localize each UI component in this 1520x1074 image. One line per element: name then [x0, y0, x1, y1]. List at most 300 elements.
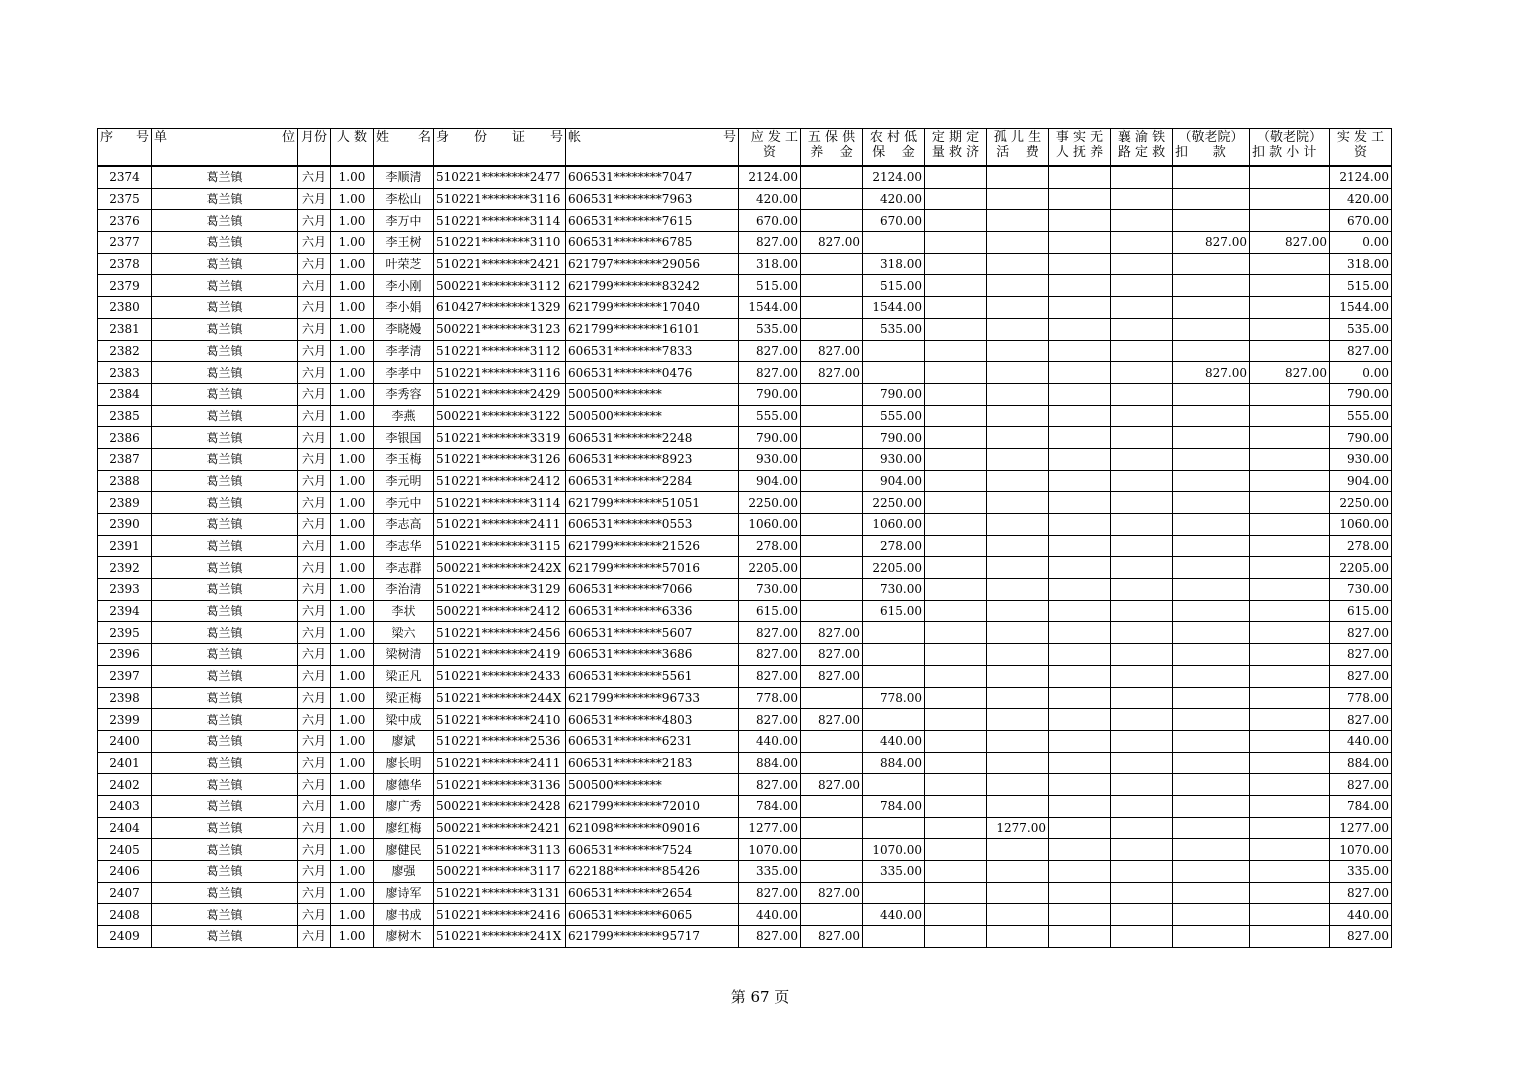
- cell-actual-pay: 420.00: [1330, 188, 1392, 210]
- cell-people: 1.00: [331, 318, 374, 340]
- cell-unit: 葛兰镇: [152, 795, 298, 817]
- cell-seq: 2395: [98, 622, 152, 644]
- cell-elderly-deduct: [1173, 579, 1250, 601]
- col-header-wubao: 五 保 供 养 金: [801, 129, 863, 167]
- cell-id: 500221********3117: [434, 861, 566, 883]
- cell-de-facto: [1049, 730, 1111, 752]
- cell-id: 510221********2411: [434, 514, 566, 536]
- cell-should-pay: 440.00: [739, 904, 801, 926]
- cell-month: 六月: [298, 687, 331, 709]
- cell-dibao: 318.00: [863, 253, 925, 275]
- cell-id: 510221********3131: [434, 882, 566, 904]
- table-row: [98, 470, 1392, 492]
- cell-people: 1.00: [331, 340, 374, 362]
- cell-dibao: [863, 340, 925, 362]
- cell-fixed-relief: [925, 535, 987, 557]
- cell-wubao: [801, 600, 863, 622]
- cell-elderly-subtotal: [1250, 318, 1330, 340]
- cell-account: 606531********6065: [566, 904, 739, 926]
- cell-elderly-subtotal: [1250, 817, 1330, 839]
- cell-should-pay: 2250.00: [739, 492, 801, 514]
- cell-elderly-subtotal: [1250, 882, 1330, 904]
- cell-elderly-subtotal: [1250, 665, 1330, 687]
- cell-unit: 葛兰镇: [152, 817, 298, 839]
- cell-id: 500221********3123: [434, 318, 566, 340]
- cell-elderly-deduct: [1173, 514, 1250, 536]
- col-header-should-pay: 应 发 工 资: [739, 129, 801, 167]
- cell-orphan: [987, 600, 1049, 622]
- table-row: [98, 730, 1392, 752]
- cell-railway: [1111, 665, 1173, 687]
- cell-actual-pay: 2250.00: [1330, 492, 1392, 514]
- cell-railway: [1111, 362, 1173, 384]
- cell-unit: 葛兰镇: [152, 882, 298, 904]
- cell-elderly-subtotal: [1250, 470, 1330, 492]
- cell-railway: [1111, 687, 1173, 709]
- cell-elderly-subtotal: [1250, 622, 1330, 644]
- cell-month: 六月: [298, 362, 331, 384]
- cell-actual-pay: 440.00: [1330, 730, 1392, 752]
- cell-railway: [1111, 861, 1173, 883]
- cell-fixed-relief: [925, 318, 987, 340]
- cell-name: 梁正凡: [374, 665, 434, 687]
- cell-name: 李志高: [374, 514, 434, 536]
- col-header-actual-pay: 实 发 工 资: [1330, 129, 1392, 167]
- cell-railway: [1111, 904, 1173, 926]
- cell-railway: [1111, 579, 1173, 601]
- cell-dibao: 615.00: [863, 600, 925, 622]
- cell-elderly-subtotal: [1250, 839, 1330, 861]
- cell-account: 621799********72010: [566, 795, 739, 817]
- cell-unit: 葛兰镇: [152, 687, 298, 709]
- cell-month: 六月: [298, 318, 331, 340]
- cell-railway: [1111, 730, 1173, 752]
- cell-elderly-deduct: [1173, 188, 1250, 210]
- cell-dibao: [863, 665, 925, 687]
- cell-elderly-deduct: [1173, 253, 1250, 275]
- cell-should-pay: 827.00: [739, 882, 801, 904]
- cell-id: 510221********241X: [434, 926, 566, 948]
- cell-elderly-subtotal: [1250, 795, 1330, 817]
- cell-fixed-relief: [925, 492, 987, 514]
- cell-id: 510221********3319: [434, 427, 566, 449]
- cell-orphan: [987, 448, 1049, 470]
- cell-account: 606531********7066: [566, 579, 739, 601]
- cell-name: 李治清: [374, 579, 434, 601]
- cell-people: 1.00: [331, 492, 374, 514]
- cell-people: 1.00: [331, 882, 374, 904]
- cell-name: 廖强: [374, 861, 434, 883]
- cell-elderly-subtotal: [1250, 448, 1330, 470]
- cell-people: 1.00: [331, 514, 374, 536]
- cell-elderly-deduct: [1173, 340, 1250, 362]
- table-row: [98, 557, 1392, 579]
- cell-unit: 葛兰镇: [152, 557, 298, 579]
- cell-actual-pay: 784.00: [1330, 795, 1392, 817]
- cell-seq: 2381: [98, 318, 152, 340]
- cell-actual-pay: 790.00: [1330, 427, 1392, 449]
- cell-railway: [1111, 492, 1173, 514]
- table-row: [98, 665, 1392, 687]
- cell-elderly-deduct: [1173, 644, 1250, 666]
- cell-account: 621098********09016: [566, 817, 739, 839]
- cell-fixed-relief: [925, 232, 987, 254]
- cell-unit: 葛兰镇: [152, 904, 298, 926]
- cell-railway: [1111, 448, 1173, 470]
- cell-name: 李万中: [374, 210, 434, 232]
- cell-fixed-relief: [925, 730, 987, 752]
- cell-account: 606531********2284: [566, 470, 739, 492]
- cell-wubao: [801, 275, 863, 297]
- cell-actual-pay: 827.00: [1330, 340, 1392, 362]
- cell-people: 1.00: [331, 362, 374, 384]
- cell-unit: 葛兰镇: [152, 492, 298, 514]
- cell-fixed-relief: [925, 861, 987, 883]
- cell-id: 510221********3129: [434, 579, 566, 601]
- cell-orphan: [987, 926, 1049, 948]
- cell-de-facto: [1049, 687, 1111, 709]
- cell-railway: [1111, 644, 1173, 666]
- cell-wubao: 827.00: [801, 665, 863, 687]
- cell-unit: 葛兰镇: [152, 340, 298, 362]
- cell-wubao: [801, 514, 863, 536]
- cell-month: 六月: [298, 600, 331, 622]
- cell-unit: 葛兰镇: [152, 622, 298, 644]
- cell-people: 1.00: [331, 210, 374, 232]
- cell-railway: [1111, 318, 1173, 340]
- cell-should-pay: 904.00: [739, 470, 801, 492]
- cell-dibao: 335.00: [863, 861, 925, 883]
- cell-dibao: [863, 709, 925, 731]
- cell-people: 1.00: [331, 275, 374, 297]
- cell-account: 621799********21526: [566, 535, 739, 557]
- cell-elderly-subtotal: 827.00: [1250, 362, 1330, 384]
- cell-elderly-deduct: [1173, 405, 1250, 427]
- cell-name: 廖德华: [374, 774, 434, 796]
- cell-orphan: [987, 383, 1049, 405]
- cell-wubao: [801, 210, 863, 232]
- cell-dibao: [863, 362, 925, 384]
- cell-account: 500500********: [566, 774, 739, 796]
- cell-elderly-deduct: [1173, 839, 1250, 861]
- cell-elderly-subtotal: [1250, 644, 1330, 666]
- cell-seq: 2394: [98, 600, 152, 622]
- cell-railway: [1111, 427, 1173, 449]
- cell-actual-pay: 790.00: [1330, 383, 1392, 405]
- cell-railway: [1111, 709, 1173, 731]
- cell-dibao: 670.00: [863, 210, 925, 232]
- cell-month: 六月: [298, 232, 331, 254]
- cell-id: 510221********2477: [434, 166, 566, 188]
- cell-elderly-deduct: [1173, 926, 1250, 948]
- cell-wubao: [801, 839, 863, 861]
- cell-railway: [1111, 253, 1173, 275]
- cell-railway: [1111, 405, 1173, 427]
- cell-unit: 葛兰镇: [152, 275, 298, 297]
- cell-people: 1.00: [331, 795, 374, 817]
- cell-fixed-relief: [925, 448, 987, 470]
- cell-name: 梁六: [374, 622, 434, 644]
- cell-elderly-subtotal: [1250, 709, 1330, 731]
- cell-seq: 2404: [98, 817, 152, 839]
- cell-elderly-deduct: [1173, 882, 1250, 904]
- cell-wubao: [801, 579, 863, 601]
- cell-name: 李志华: [374, 535, 434, 557]
- relief-payment-table: [97, 128, 1392, 948]
- cell-id: 510221********2410: [434, 709, 566, 731]
- cell-elderly-subtotal: [1250, 774, 1330, 796]
- cell-month: 六月: [298, 839, 331, 861]
- cell-seq: 2401: [98, 752, 152, 774]
- cell-de-facto: [1049, 362, 1111, 384]
- cell-railway: [1111, 622, 1173, 644]
- cell-elderly-subtotal: [1250, 687, 1330, 709]
- col-header-orphan: 孤 儿 生 活 费: [987, 129, 1049, 167]
- cell-seq: 2392: [98, 557, 152, 579]
- cell-id: 510221********3116: [434, 188, 566, 210]
- cell-id: 510221********2416: [434, 904, 566, 926]
- cell-seq: 2380: [98, 297, 152, 319]
- cell-account: 606531********7963: [566, 188, 739, 210]
- cell-unit: 葛兰镇: [152, 514, 298, 536]
- cell-de-facto: [1049, 232, 1111, 254]
- cell-should-pay: 555.00: [739, 405, 801, 427]
- cell-fixed-relief: [925, 427, 987, 449]
- cell-id: 510221********3113: [434, 839, 566, 861]
- cell-name: 廖红梅: [374, 817, 434, 839]
- cell-fixed-relief: [925, 665, 987, 687]
- cell-orphan: [987, 514, 1049, 536]
- cell-fixed-relief: [925, 817, 987, 839]
- cell-seq: 2407: [98, 882, 152, 904]
- cell-people: 1.00: [331, 861, 374, 883]
- cell-elderly-deduct: [1173, 210, 1250, 232]
- cell-actual-pay: 904.00: [1330, 470, 1392, 492]
- col-header-railway: 襄 渝 铁 路 定 救: [1111, 129, 1173, 167]
- cell-name: 李秀容: [374, 383, 434, 405]
- cell-dibao: 884.00: [863, 752, 925, 774]
- cell-unit: 葛兰镇: [152, 405, 298, 427]
- table-row: [98, 448, 1392, 470]
- cell-wubao: [801, 492, 863, 514]
- cell-seq: 2409: [98, 926, 152, 948]
- cell-account: 500500********: [566, 405, 739, 427]
- cell-unit: 葛兰镇: [152, 318, 298, 340]
- cell-people: 1.00: [331, 904, 374, 926]
- cell-dibao: 515.00: [863, 275, 925, 297]
- cell-should-pay: 827.00: [739, 340, 801, 362]
- cell-should-pay: 827.00: [739, 665, 801, 687]
- cell-id: 510221********244X: [434, 687, 566, 709]
- table-row: [98, 644, 1392, 666]
- cell-people: 1.00: [331, 427, 374, 449]
- cell-elderly-subtotal: [1250, 514, 1330, 536]
- cell-de-facto: [1049, 622, 1111, 644]
- cell-id: 510221********3114: [434, 492, 566, 514]
- cell-fixed-relief: [925, 470, 987, 492]
- cell-orphan: [987, 340, 1049, 362]
- cell-dibao: [863, 232, 925, 254]
- cell-month: 六月: [298, 210, 331, 232]
- cell-people: 1.00: [331, 470, 374, 492]
- cell-account: 606531********7615: [566, 210, 739, 232]
- cell-month: 六月: [298, 188, 331, 210]
- cell-month: 六月: [298, 253, 331, 275]
- cell-dibao: 2250.00: [863, 492, 925, 514]
- cell-name: 李银国: [374, 427, 434, 449]
- cell-dibao: 790.00: [863, 383, 925, 405]
- cell-account: 606531********2183: [566, 752, 739, 774]
- cell-de-facto: [1049, 709, 1111, 731]
- cell-actual-pay: 730.00: [1330, 579, 1392, 601]
- cell-fixed-relief: [925, 687, 987, 709]
- cell-people: 1.00: [331, 622, 374, 644]
- cell-people: 1.00: [331, 709, 374, 731]
- col-header-fixed-relief: 定 期 定 量 救 济: [925, 129, 987, 167]
- cell-account: 622188********85426: [566, 861, 739, 883]
- cell-orphan: [987, 232, 1049, 254]
- cell-actual-pay: 827.00: [1330, 926, 1392, 948]
- cell-should-pay: 2124.00: [739, 166, 801, 188]
- table-row: [98, 318, 1392, 340]
- cell-fixed-relief: [925, 210, 987, 232]
- cell-month: 六月: [298, 275, 331, 297]
- cell-id: 510221********3115: [434, 535, 566, 557]
- cell-orphan: [987, 709, 1049, 731]
- cell-railway: [1111, 882, 1173, 904]
- cell-fixed-relief: [925, 709, 987, 731]
- cell-name: 廖诗军: [374, 882, 434, 904]
- cell-account: 621799********96733: [566, 687, 739, 709]
- cell-people: 1.00: [331, 752, 374, 774]
- cell-month: 六月: [298, 405, 331, 427]
- cell-id: 510221********2429: [434, 383, 566, 405]
- cell-orphan: [987, 318, 1049, 340]
- cell-seq: 2399: [98, 709, 152, 731]
- cell-actual-pay: 1070.00: [1330, 839, 1392, 861]
- cell-railway: [1111, 535, 1173, 557]
- cell-actual-pay: 827.00: [1330, 882, 1392, 904]
- cell-elderly-deduct: [1173, 297, 1250, 319]
- cell-should-pay: 784.00: [739, 795, 801, 817]
- cell-elderly-deduct: [1173, 448, 1250, 470]
- cell-railway: [1111, 470, 1173, 492]
- cell-fixed-relief: [925, 253, 987, 275]
- cell-should-pay: 827.00: [739, 622, 801, 644]
- cell-orphan: [987, 188, 1049, 210]
- cell-id: 500221********242X: [434, 557, 566, 579]
- cell-orphan: [987, 904, 1049, 926]
- cell-name: 李小刚: [374, 275, 434, 297]
- cell-de-facto: [1049, 427, 1111, 449]
- cell-should-pay: 420.00: [739, 188, 801, 210]
- cell-elderly-deduct: [1173, 557, 1250, 579]
- cell-elderly-deduct: [1173, 427, 1250, 449]
- cell-de-facto: [1049, 644, 1111, 666]
- cell-railway: [1111, 926, 1173, 948]
- cell-should-pay: 318.00: [739, 253, 801, 275]
- cell-railway: [1111, 232, 1173, 254]
- table-row: [98, 492, 1392, 514]
- cell-elderly-deduct: [1173, 709, 1250, 731]
- cell-dibao: 730.00: [863, 579, 925, 601]
- cell-unit: 葛兰镇: [152, 665, 298, 687]
- cell-actual-pay: 335.00: [1330, 861, 1392, 883]
- cell-de-facto: [1049, 318, 1111, 340]
- cell-id: 500221********2421: [434, 817, 566, 839]
- cell-account: 606531********5607: [566, 622, 739, 644]
- cell-should-pay: 535.00: [739, 318, 801, 340]
- cell-actual-pay: 615.00: [1330, 600, 1392, 622]
- cell-elderly-deduct: [1173, 752, 1250, 774]
- table-row: [98, 579, 1392, 601]
- cell-railway: [1111, 166, 1173, 188]
- cell-account: 606531********2248: [566, 427, 739, 449]
- cell-seq: 2398: [98, 687, 152, 709]
- cell-orphan: [987, 730, 1049, 752]
- cell-id: 510221********2412: [434, 470, 566, 492]
- cell-name: 廖长明: [374, 752, 434, 774]
- cell-fixed-relief: [925, 166, 987, 188]
- cell-wubao: [801, 557, 863, 579]
- cell-de-facto: [1049, 665, 1111, 687]
- cell-orphan: [987, 405, 1049, 427]
- cell-fixed-relief: [925, 275, 987, 297]
- cell-name: 李孝清: [374, 340, 434, 362]
- cell-people: 1.00: [331, 405, 374, 427]
- cell-wubao: [801, 687, 863, 709]
- cell-de-facto: [1049, 253, 1111, 275]
- cell-dibao: 778.00: [863, 687, 925, 709]
- cell-seq: 2403: [98, 795, 152, 817]
- cell-fixed-relief: [925, 297, 987, 319]
- cell-actual-pay: 535.00: [1330, 318, 1392, 340]
- cell-fixed-relief: [925, 882, 987, 904]
- table-row: [98, 405, 1392, 427]
- cell-name: 廖树木: [374, 926, 434, 948]
- cell-seq: 2408: [98, 904, 152, 926]
- cell-de-facto: [1049, 882, 1111, 904]
- cell-orphan: [987, 795, 1049, 817]
- cell-account: 606531********7524: [566, 839, 739, 861]
- cell-fixed-relief: [925, 752, 987, 774]
- cell-de-facto: [1049, 795, 1111, 817]
- cell-wubao: [801, 470, 863, 492]
- cell-elderly-deduct: 827.00: [1173, 362, 1250, 384]
- cell-de-facto: [1049, 448, 1111, 470]
- cell-orphan: [987, 687, 1049, 709]
- cell-id: 510221********2536: [434, 730, 566, 752]
- cell-elderly-deduct: [1173, 817, 1250, 839]
- cell-elderly-subtotal: [1250, 926, 1330, 948]
- cell-elderly-subtotal: [1250, 383, 1330, 405]
- cell-de-facto: [1049, 405, 1111, 427]
- cell-de-facto: [1049, 926, 1111, 948]
- cell-month: 六月: [298, 817, 331, 839]
- cell-elderly-deduct: [1173, 166, 1250, 188]
- cell-dibao: [863, 926, 925, 948]
- cell-account: 621799********16101: [566, 318, 739, 340]
- cell-name: 梁中成: [374, 709, 434, 731]
- cell-orphan: [987, 882, 1049, 904]
- cell-dibao: 790.00: [863, 427, 925, 449]
- cell-unit: 葛兰镇: [152, 861, 298, 883]
- cell-name: 李孝中: [374, 362, 434, 384]
- cell-de-facto: [1049, 752, 1111, 774]
- cell-account: 500500********: [566, 383, 739, 405]
- cell-should-pay: 827.00: [739, 709, 801, 731]
- cell-wubao: [801, 318, 863, 340]
